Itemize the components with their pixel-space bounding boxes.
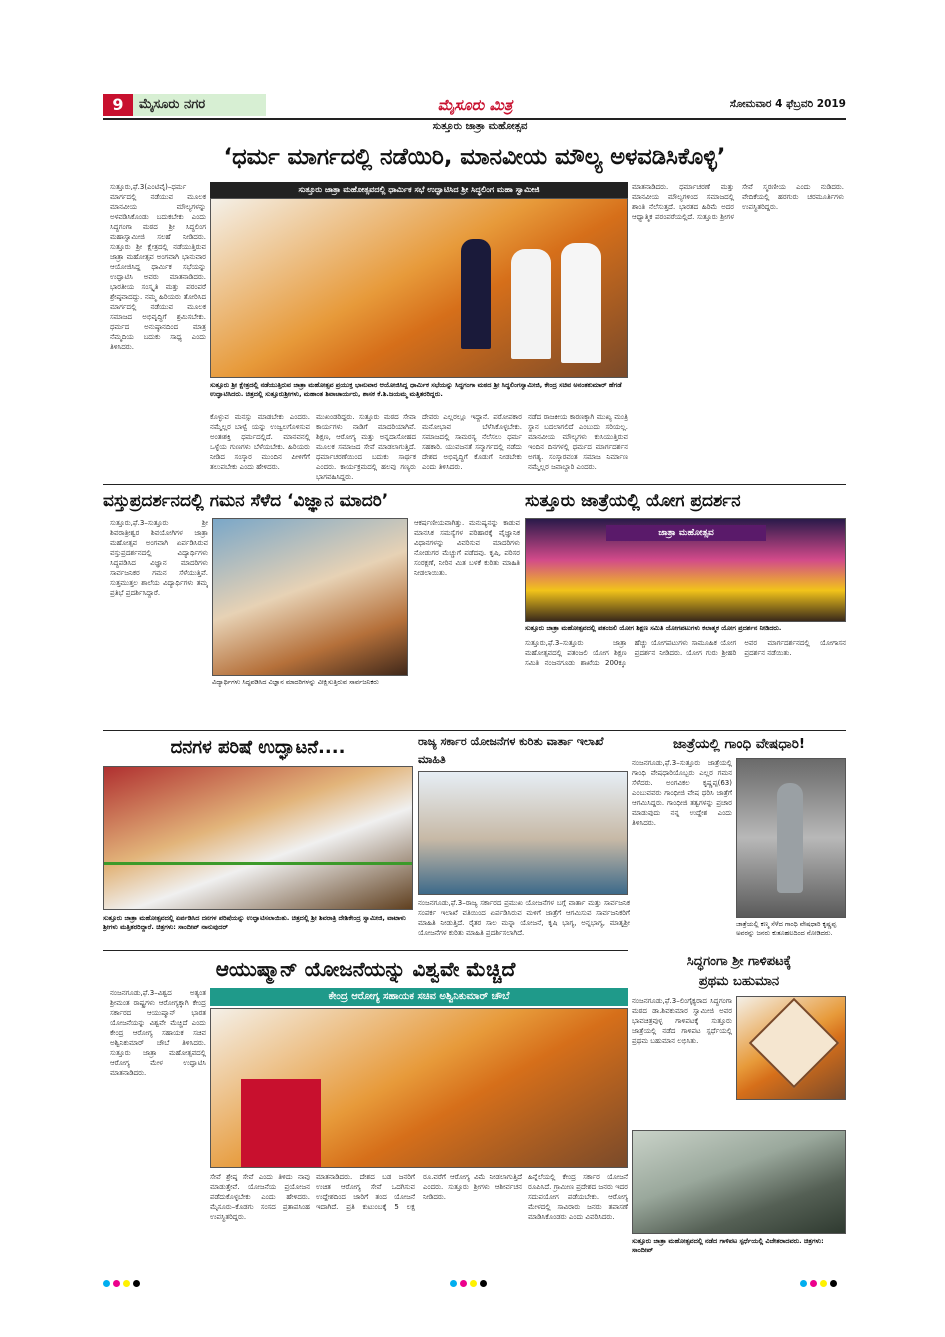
reg-dot-yellow <box>123 1280 130 1287</box>
reg-dot-cyan <box>800 1280 807 1287</box>
science-text-2: ಆಕರ್ಷಣೀಯವಾಗಿತ್ತು. ಮನುಷ್ಯನನ್ನು ಕಾಡುವ ಮಾನಸಿಕ ಸಮಸ್ಯೆಗಳ ಪರಿಹಾರಕ್ಕೆ ವೈಜ್ಞಾನಿಕ ವಿಧಾನಗಳನ್ನು ವಿವರಿಸುವ ಮಾದರಿಗಳು ನೋಡುಗರ ಮೆಚ್ಚುಗೆ ಪಡೆದವು. ಕೃಷಿ, ಪರಿಸರ ಸಂರಕ್ಷಣೆ, ನೀರಿನ ಮಿತ ಬಳಕೆ ಕುರಿತು ಮಾಹಿತಿ ನೀಡಲಾಯಿತು. <box>414 519 520 577</box>
mid-rule <box>103 730 846 731</box>
schemes-text: ನಂಜನಗೂಡು,ಫೆ.3–ರಾಜ್ಯ ಸರ್ಕಾರದ ಪ್ರಮುಖ ಯೋಜನೆಗಳ ಬಗ್ಗೆ ವಾರ್ತಾ ಮತ್ತು ಸಾರ್ವಜನಿಕ ಸಂಪರ್ಕ ಇಲಾಖೆ ವತಿಯಿಂದ ಏರ್ಪಡಿಸಿರುವ ಮಳಿಗೆ ಜಾತ್ರೆಗೆ ಆಗಮಿಸುವ ಸಾರ್ವಜನಿಕರಿಗೆ ಮಾಹಿತಿ ನೀಡುತ್ತಿದೆ. ರೈತರ ಸಾಲ ಮನ್ನಾ ಯೋಜನೆ, ಕೃಷಿ ಭಾಗ್ಯ, ಅನ್ನಭಾಗ್ಯ, ಮಾತೃಶ್ರೀ ಯೋಜನೆಗಳ ಕುರಿತು ಮಾಹಿತಿ ಪ್ರದರ್ಶಿಸಲಾಗಿದೆ. <box>418 899 630 937</box>
yoga-headline: ಸುತ್ತೂರು ಜಾತ್ರೆಯಲ್ಲಿ ಯೋಗ ಪ್ರದರ್ಶನ <box>525 491 741 511</box>
science-text-1: ಸುತ್ತೂರು,ಫೆ.3–ಸುತ್ತೂರು ಶ್ರೀ ಶಿವರಾತ್ರೀಶ್ವರ ಶಿವಯೋಗಿಗಳ ಜಾತ್ರಾ ಮಹೋತ್ಸವ ಅಂಗವಾಗಿ ಏರ್ಪಡಿಸಿರುವ ವಸ್ತುಪ್ರದರ್ಶನದಲ್ಲಿ ವಿದ್ಯಾರ್ಥಿಗಳು ಸಿದ್ಧಪಡಿಸಿದ ವಿಜ್ಞಾನ ಮಾದರಿಗಳು ಸಾರ್ವಜನಿಕರ ಗಮನ ಸೆಳೆಯುತ್ತಿವೆ. ಸುತ್ತಮುತ್ತಲ ಶಾಲೆಯ ವಿದ್ಯಾರ್ಥಿಗಳು ತಮ್ಮ ಪ್ರತಿಭೆ ಪ್ರದರ್ಶಿಸಿದ್ದಾರೆ. <box>110 519 208 597</box>
lead-bottom-rule <box>103 484 846 485</box>
reg-dot-magenta <box>810 1280 817 1287</box>
lead-photo-speaker <box>461 239 491 349</box>
reg-dot-yellow <box>470 1280 477 1287</box>
reg-dot-magenta <box>113 1280 120 1287</box>
kite-photo <box>736 996 846 1100</box>
section-label: ಮೈಸೂರು ನಗರ <box>139 97 206 112</box>
registration-marks-right <box>800 1272 860 1282</box>
gandhi-figure <box>777 783 803 893</box>
gandhi-text: ನಂಜನಗೂಡು,ಫೆ.3–ಸುತ್ತೂರು ಜಾತ್ರೆಯಲ್ಲಿ ಗಾಂಧಿ ವೇಷಧಾರಿಯೊಬ್ಬರು ಎಲ್ಲರ ಗಮನ ಸೆಳೆದರು. ಅಂಗವಿಕಲ ಕೃಷ್ಣಪ್ಪ(63) ಎಂಬುವವರು ಗಾಂಧೀಜಿ ವೇಷ ಧರಿಸಿ ಜಾತ್ರೆಗೆ ಆಗಮಿಸಿದ್ದರು. ಗಾಂಧೀಜಿ ತತ್ವಗಳನ್ನು ಪ್ರಚಾರ ಮಾಡುವುದು ನನ್ನ ಉದ್ದೇಶ ಎಂದು ತಿಳಿಸಿದರು. <box>632 759 732 827</box>
lead-column-2: ಕೊಳ್ಳುವ ಮನಸ್ಸು ಮಾಡಬೇಕು ಎಂದರು. ನಮ್ಮೆಲ್ಲರ ಬಾಳ್ವೆ ಯನ್ನು ಉಜ್ವಲಗೊಳಿಸುವ ಅಂತಃಶಕ್ತಿ ಧರ್ಮದಲ್ಲಿದೆ. ಮಾನವನಲ್ಲಿ ಒಳ್ಳೆಯ ಗುಣಗಳು ಬೆಳೆಯಬೇಕು. ಹಿರಿಯರು ನೀಡಿದ ಸಂಸ್ಕಾರ ಮುಂದಿನ ಪೀಳಿಗೆಗೆ ತಲುಪಬೇಕು ಎಂದು ಹೇಳಿದರು. <box>210 413 310 471</box>
yoga-photo <box>525 518 846 622</box>
kite-winners-photo <box>632 1130 846 1234</box>
paper-logo: ಮೈಸೂರು ಮಿತ್ರ <box>437 96 513 114</box>
lead-photo-caption: ಸುತ್ತೂರು ಶ್ರೀ ಕ್ಷೇತ್ರದಲ್ಲಿ ನಡೆಯುತ್ತಿರುವ ಜಾತ್ರಾ ಮಹೋತ್ಸವ ಪ್ರಯುಕ್ತ ಭಾನುವಾರ ಆಯೋಜಿಸಿದ್ದ ಧಾರ್ಮಿಕ ಸಭೆಯನ್ನು ಸಿದ್ಧಗಂಗಾ ಮಠದ ಶ್ರೀ ಸಿದ್ಧಲಿಂಗಸ್ವಾಮೀಜಿ, ಕೇಂದ್ರ ಸಚಿವ ಅನಂತಕುಮಾರ್ ಹೆಗಡೆ ಉದ್ಘಾಟಿಸಿದರು. ಚಿತ್ರದಲ್ಲಿ ಸುತ್ತೂರುಶ್ರೀಗಳು, ಮಹಾಂತ ಶಿವಾಚಾರ್ಯರು, ಶಾಸಕ ಕೆ.ಶಿ.ಜಯಮ್ಮ ಮತ್ತಿತರರಿದ್ದರು. <box>210 381 622 398</box>
cattle-headline: ದನಗಳ ಪರಿಷೆ ಉದ್ಘಾಟನೆ.... <box>170 737 346 758</box>
ayushman-text-3: ಮಾತನಾಡಿದರು. ದೇಶದ ಬಡ ಜನರಿಗೆ ಉಚಿತ ಆರೋಗ್ಯ ಸೇವೆ ಒದಗಿಸುವ ಉದ್ದೇಶದಿಂದ ಜಾರಿಗೆ ತಂದ ಯೋಜನೆ ಇದಾಗಿದೆ. ಪ್ರತಿ ಕುಟುಂಬಕ್ಕೆ 5 ಲಕ್ಷ ರೂ.ವರೆಗೆ ಆರೋಗ್ಯ ವಿಮೆ ನೀಡಲಾಗುತ್ತಿದೆ ಎಂದರು. ಸುತ್ತೂರು ಶ್ರೀಗಳು ಆಶೀರ್ವಚನ ನೀಡಿದರು. <box>316 1173 522 1211</box>
ayushman-subhead: ಕೇಂದ್ರ ಆರೋಗ್ಯ ಸಹಾಯಕ ಸಚಿವ ಅಶ್ವಿನಿಕುಮಾರ್ ಚೌಬೆ <box>328 991 510 1002</box>
gandhi-headline: ಜಾತ್ರೆಯಲ್ಲಿ ಗಾಂಧಿ ವೇಷಧಾರಿ! <box>673 736 805 752</box>
lower-rule <box>103 950 628 951</box>
gandhi-photo <box>736 758 846 918</box>
ayushman-text-4: ಹಿನ್ನೆಲೆಯಲ್ಲಿ ಕೇಂದ್ರ ಸರ್ಕಾರ ಯೋಜನೆ ರೂಪಿಸಿದೆ. ಗ್ರಾಮೀಣ ಪ್ರದೇಶದ ಜನರು ಇದರ ಸದುಪಯೋಗ ಪಡೆಯಬೇಕು. ಆರೋಗ್ಯ ಮೇಳದಲ್ಲಿ ಸಾವಿರಾರು ಜನರು ತಪಾಸಣೆ ಮಾಡಿಸಿಕೊಂಡರು ಎಂದು ವಿವರಿಸಿದರು. <box>528 1173 628 1221</box>
lead-photo-band <box>210 182 628 198</box>
lead-column-5: ನಡೆದ ರಾಜಕೀಯ ಕಾರಣಕ್ಕಾಗಿ ಮುಖ್ಯ ಮಂತ್ರಿ ಸ್ಥಾನ ಬದಲಾಗಲಿದೆ ಎಂಬುದು ಸರಿಯಲ್ಲ. ಮಾನವೀಯ ಮೌಲ್ಯಗಳು ಕುಸಿಯುತ್ತಿರುವ ಇಂದಿನ ದಿನಗಳಲ್ಲಿ ಧರ್ಮದ ಮಾರ್ಗದರ್ಶನ ಅಗತ್ಯ. ಸಂಸ್ಕಾರವಂತ ಸಮಾಜ ನಿರ್ಮಾಣ ನಮ್ಮೆಲ್ಲರ ಜವಾಬ್ದಾರಿ ಎಂದರು. <box>528 413 628 471</box>
cattle-photo <box>103 766 413 910</box>
registration-marks-left <box>103 1272 163 1282</box>
reg-dot-magenta <box>460 1280 467 1287</box>
masthead-rule <box>103 118 846 120</box>
page-number: 9 <box>112 95 124 114</box>
kite-text: ನಂಜನಗೂಡು,ಫೆ.3–ಲಿಂಗೈಕ್ಯರಾದ ಸಿದ್ಧಗಂಗಾ ಮಠದ ಡಾ.ಶಿವಕುಮಾರ ಸ್ವಾಮೀಜಿ ಅವರ ಭಾವಚಿತ್ರವುಳ್ಳ ಗಾಳಿಪಟಕ್ಕೆ ಸುತ್ತೂರು ಜಾತ್ರೆಯಲ್ಲಿ ನಡೆದ ಗಾಳಿಪಟ ಸ್ಪರ್ಧೆಯಲ್ಲಿ ಪ್ರಥಮ ಬಹುಮಾನ ಲಭಿಸಿತು. <box>632 997 732 1045</box>
lead-column-6: ಮಾತನಾಡಿದರು. ಧರ್ಮಾಚರಣೆ ಮತ್ತು ಮಾನವೀಯ ಮೌಲ್ಯಗಳಿಂದ ಸಮಾಜದಲ್ಲಿ ಶಾಂತಿ ನೆಲೆಸುತ್ತದೆ. ಭಾರತದ ಹಿರಿಮೆ ಅದರ ಆಧ್ಯಾತ್ಮಿಕ ಪರಂಪರೆಯಲ್ಲಿದೆ. ಸುತ್ತೂರು ಶ್ರೀಗಳ ಸೇವೆ ಸ್ಮರಣೀಯ ಎಂದು ನುಡಿದರು. ವೇದಿಕೆಯಲ್ಲಿ ಹರಗುರು ಚರಮೂರ್ತಿಗಳು ಉಪಸ್ಥಿತರಿದ್ದರು. <box>632 183 844 221</box>
gandhi-caption: ಜಾತ್ರೆಯಲ್ಲಿ ಕಣ್ಮ ಸೆಳೆದ ಗಾಂಧಿ ವೇಷಧಾರಿ ಕೃಷ್ಣಪ್ಪ ಅವರನ್ನು ಜನರು ಕುತೂಹಲದಿಂದ ನೋಡಿದರು. <box>736 920 837 937</box>
registration-marks-center <box>450 1272 510 1282</box>
kite-caption: ಸುತ್ತೂರು ಜಾತ್ರಾ ಮಹೋತ್ಸವದಲ್ಲಿ ನಡೆದ ಗಾಳಿಪಟ ಸ್ಪರ್ಧೆಯಲ್ಲಿ ವಿಜೇತರಾದವರು. ಚಿತ್ರಗಳು: ಸಾಂದೀಪ್ <box>632 1237 824 1254</box>
reg-dot-black <box>480 1280 487 1287</box>
science-headline: ವಸ್ತುಪ್ರದರ್ಶನದಲ್ಲಿ ಗಮನ ಸೆಳೆದ ‘ವಿಜ್ಞಾನ ಮಾದರಿ’ <box>103 491 389 511</box>
section-label-bar <box>133 94 266 116</box>
ayushman-headline: ಆಯುಷ್ಮಾನ್ ಯೋಜನೆಯನ್ನು ವಿಶ್ವವೇ ಮೆಚ್ಚಿದೆ <box>215 957 516 981</box>
yoga-text: ಸುತ್ತೂರು,ಫೆ.3–ಸುತ್ತೂರು ಜಾತ್ರಾ ಮಹೋತ್ಸವದಲ್ಲಿ ಪತಂಜಲಿ ಯೋಗ ಶಿಕ್ಷಣ ಸಮಿತಿ ನಂಜನಗೂಡು ಶಾಖೆಯ 200ಕ್ಕೂ ಹೆಚ್ಚು ಯೋಗಪಟುಗಳು ಸಾಮೂಹಿಕ ಯೋಗ ಪ್ರದರ್ಶನ ನೀಡಿದರು. ಯೋಗ ಗುರು ಶ್ರೀಹರಿ ಅವರ ಮಾರ್ಗದರ್ಶನದಲ್ಲಿ ಯೋಗಾಸನ ಪ್ರದರ್ಶನ ನಡೆಯಿತು. <box>525 639 846 667</box>
kite-headline-2: ಪ್ರಥಮ ಬಹುಮಾನ <box>698 974 780 989</box>
lead-photo <box>210 198 628 378</box>
ayushman-text-1: ನಂಜನಗೂಡು,ಫೆ.3–ವಿಶ್ವದ ಅತ್ಯಂತ ಶ್ರೀಮಂತ ರಾಷ್ಟ್ರಗಳು ಆರೋಗ್ಯಕ್ಕಾಗಿ ಕೇಂದ್ರ ಸರ್ಕಾರದ ಆಯುಷ್ಮಾನ್ ಭಾರತ ಯೋಜನೆಯನ್ನು ವಿಶ್ವವೇ ಮೆಚ್ಚಿದೆ ಎಂದು ಕೇಂದ್ರ ಆರೋಗ್ಯ ಸಹಾಯಕ ಸಚಿವ ಅಶ್ವಿನಿಕುಮಾರ್ ಚೌಬೆ ತಿಳಿಸಿದರು. ಸುತ್ತೂರು ಜಾತ್ರಾ ಮಹೋತ್ಸವದಲ್ಲಿ ಆರೋಗ್ಯ ಮೇಳ ಉದ್ಘಾಟಿಸಿ ಮಾತನಾಡಿದರು. <box>110 989 206 1077</box>
yoga-banner: ಜಾತ್ರಾ ಮಹೋತ್ಸವ <box>606 525 766 541</box>
cattle-caption: ಸುತ್ತೂರು ಜಾತ್ರಾ ಮಹೋತ್ಸವದಲ್ಲಿ ಏರ್ಪಡಿಸಿದ ದನಗಳ ಪರಿಷೆಯನ್ನು ಉದ್ಘಾಟಿಸಲಾಯಿತು. ಚಿತ್ರದಲ್ಲಿ ಶ್ರೀ ಶಿವರಾತ್ರಿ ದೇಶಿಕೇಂದ್ರ ಸ್ವಾಮೀಜಿ, ವಾಟಾಳು ಶ್ರೀಗಳು ಮತ್ತಿತರರಿದ್ದಾರೆ. ಚಿತ್ರಗಳು: ಸಾಂದೀಪ್ ನಾನುವುದರ್ <box>103 914 406 931</box>
yoga-caption: ಸುತ್ತೂರು ಜಾತ್ರಾ ಮಹೋತ್ಸವದಲ್ಲಿ ಪತಂಜಲಿ ಯೋಗ ಶಿಕ್ಷಣ ಸಮಿತಿ ಯೋಗಪಟುಗಳು ಕಲಾತ್ಮಕ ಯೋಗ ಪ್ರದರ್ಶನ ನೀಡಿದರು. <box>525 624 782 632</box>
lead-photo-band-text: ಸುತ್ತೂರು ಜಾತ್ರಾ ಮಹೋತ್ಸವದಲ್ಲಿ ಧಾರ್ಮಿಕ ಸಭೆ ಉದ್ಘಾಟಿಸಿದ ಶ್ರೀ ಸಿದ್ಧಲಿಂಗ ಮಹಾ ಸ್ವಾಮೀಜಿ <box>298 185 540 194</box>
lead-headline: ‘ಧರ್ಮ ಮಾರ್ಗದಲ್ಲಿ ನಡೆಯಿರಿ, ಮಾನವೀಯ ಮೌಲ್ಯ ಅಳವಡಿಸಿಕೊಳ್ಳಿ’ <box>223 144 726 170</box>
science-caption: ವಿದ್ಯಾರ್ಥಿಗಳು ಸಿದ್ಧಪಡಿಸಿದ ವಿಜ್ಞಾನ ಮಾದರಿಗಳನ್ನು ವೀಕ್ಷಿಸುತ್ತಿರುವ ಸಾರ್ವಜನಿಕರು <box>212 678 379 686</box>
lead-photo-guest <box>511 249 551 359</box>
science-photo <box>212 518 408 676</box>
schemes-headline: ರಾಜ್ಯ ಸರ್ಕಾರ ಯೋಜನೆಗಳ ಕುರಿತು ವಾರ್ತಾ ಇಲಾಖೆ ಮಾಹಿತಿ <box>418 735 604 766</box>
page-number-badge <box>103 94 133 116</box>
kite-headline-1: ಸಿದ್ಧಗಂಗಾ ಶ್ರೀ ಗಾಳಿಪಟಕ್ಕೆ <box>686 954 792 969</box>
reg-dot-cyan <box>103 1280 110 1287</box>
ayushman-text-2: ಸೇವೆ ಶ್ರೇಷ್ಠ ಸೇವೆ ಎಂದು ತಿಳಿದು ನಾವು ಮಾಡುತ್ತೇವೆ. ಯೋಜನೆಯ ಪ್ರಯೋಜನ ಪಡೆದುಕೊಳ್ಳಬೇಕು ಎಂದು ಹೇಳಿದರು. ಮೈಸೂರು–ಕೊಡಗು ಸಂಸದ ಪ್ರತಾಪಸಿಂಹ ಉಪಸ್ಥಿತರಿದ್ದರು. <box>210 1173 310 1221</box>
reg-dot-cyan <box>450 1280 457 1287</box>
lead-column-1: ಸುತ್ತೂರು,ಫೆ.3(ಎಂಟಿವೈ)–ಧರ್ಮ ಮಾರ್ಗದಲ್ಲಿ ನಡೆಯುವ ಮೂಲಕ ಮಾನವೀಯ ಮೌಲ್ಯಗಳನ್ನು ಅಳವಡಿಸಿಕೊಂಡು ಬದುಕಬೇಕು ಎಂದು ಸಿದ್ಧಗಂಗಾ ಮಠದ ಶ್ರೀ ಸಿದ್ಧಲಿಂಗ ಮಹಾಸ್ವಾಮೀಜಿ ಸಲಹೆ ನೀಡಿದರು. ಸುತ್ತೂರು ಶ್ರೀ ಕ್ಷೇತ್ರದಲ್ಲಿ ನಡೆಯುತ್ತಿರುವ ಜಾತ್ರಾ ಮಹೋತ್ಸವ ಅಂಗವಾಗಿ ಭಾನುವಾರ ಆಯೋಜಿಸಿದ್ದ ಧಾರ್ಮಿಕ ಸಭೆಯನ್ನು ಉದ್ಘಾಟಿಸಿ ಅವರು ಮಾತನಾಡಿದರು. ಭಾರತೀಯ ಸಂಸ್ಕೃತಿ ಮತ್ತು ಪರಂಪರೆ ಶ್ರೇಷ್ಠವಾದದ್ದು. ನಮ್ಮ ಹಿರಿಯರು ತೋರಿಸಿದ ಮಾರ್ಗದಲ್ಲಿ ನಡೆಯುವ ಮೂಲಕ ಸಮಾಜದ ಅಭಿವೃದ್ಧಿಗೆ ಶ್ರಮಿಸಬೇಕು. ಧರ್ಮದ ಅನುಷ್ಠಾನದಿಂದ ಮಾತ್ರ ನೆಮ್ಮದಿಯ ಬದುಕು ಸಾಧ್ಯ ಎಂದು ತಿಳಿಸಿದರು. <box>110 183 206 351</box>
lead-column-3: ಮುಖಂಡರಿದ್ದರು. ಸುತ್ತೂರು ಮಠದ ಸೇವಾ ಕಾರ್ಯಗಳು ನಾಡಿಗೆ ಮಾದರಿಯಾಗಿವೆ. ಶಿಕ್ಷಣ, ಆರೋಗ್ಯ ಮತ್ತು ಅನ್ನದಾಸೋಹದ ಮೂಲಕ ಸಮಾಜದ ಸೇವೆ ಮಾಡಲಾಗುತ್ತಿದೆ. ಧರ್ಮಾಚರಣೆಯಿಂದ ಬದುಕು ಸಾರ್ಥಕ ಎಂದರು. ಕಾರ್ಯಕ್ರಮದಲ್ಲಿ ಹಲವು ಗಣ್ಯರು ಭಾಗವಹಿಸಿದ್ದರು. <box>316 413 416 481</box>
issue-date: ಸೋಮವಾರ 4 ಫೆಬ್ರವರಿ 2019 <box>729 98 846 110</box>
reg-dot-yellow <box>820 1280 827 1287</box>
ayushman-subhead-bar <box>210 988 628 1006</box>
reg-dot-black <box>830 1280 837 1287</box>
lead-kicker: ಸುತ್ತೂರು ಜಾತ್ರಾ ಮಹೋತ್ಸವ <box>432 121 528 132</box>
schemes-photo <box>418 771 628 895</box>
kite-shape <box>749 998 840 1089</box>
lead-column-4: ದೇವರು ಎಲ್ಲರಲ್ಲೂ ಇದ್ದಾನೆ. ಪರೋಪಕಾರ ಮನೋಭಾವ ಬೆಳೆಸಿಕೊಳ್ಳಬೇಕು. ಸಮಾಜದಲ್ಲಿ ಸಾಮರಸ್ಯ ನೆಲೆಸಲು ಧರ್ಮ ಸಹಕಾರಿ. ಯುವಜನತೆ ಸನ್ಮಾರ್ಗದಲ್ಲಿ ನಡೆದು ದೇಶದ ಅಭಿವೃದ್ಧಿಗೆ ಕೊಡುಗೆ ನೀಡಬೇಕು ಎಂದು ತಿಳಿಸಿದರು. <box>422 413 522 471</box>
ayushman-photo <box>210 1008 628 1168</box>
ayushman-podium <box>241 1079 321 1168</box>
cattle-ribbon <box>104 862 413 865</box>
reg-dot-black <box>133 1280 140 1287</box>
lead-photo-guest-2 <box>561 243 601 363</box>
